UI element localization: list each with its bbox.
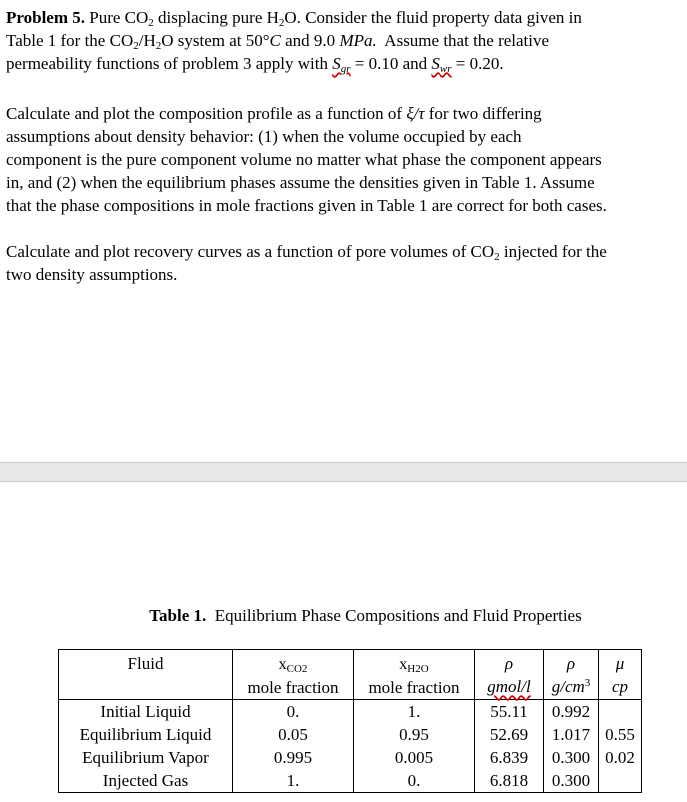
table-row: Equilibrium Liquid 0.05 0.95 52.69 1.017 0.55	[59, 723, 642, 746]
swr-symbol: $S_{wr}$	[431, 54, 452, 75]
header-xco2: $x_{CO2}$ mole fraction	[233, 650, 354, 700]
table-header-row	[59, 650, 642, 700]
table-row: Initial Liquid 0. 1. 55.11 0.992	[59, 700, 642, 724]
xi-tau-symbol: ξ/τ	[406, 104, 425, 123]
header-xh2o: $x_{H2O}$ mole fraction	[354, 650, 475, 700]
problem-heading: Problem 5.	[6, 8, 86, 27]
table-row: Injected Gas 1. 0. 6.818 0.300	[59, 769, 642, 793]
table-caption: Table 1. Equilibrium Phase Compositions and Fluid Properties	[149, 606, 582, 625]
document-page-2	[0, 482, 687, 802]
sgr-symbol: $S_{gr}$	[332, 54, 351, 75]
table-row: Equilibrium Vapor 0.995 0.005 6.839 0.300 0.02	[59, 746, 642, 769]
header-molar-density: ρ gmol/l	[475, 650, 544, 700]
paragraph-composition-profile: Calculate and plot the composition profile as a function of ξ/τ for two differing assumptions about density behavior: (1) when the volume occupied by each component is the pure component volume no matter what phase the component appears in, and (2) when the equilibrium phases assume the densities given in Table 1. Assume that the phase compositions in mole fractions given in Table 1 are correct for both cases.	[6, 104, 607, 215]
header-viscosity: μ cp	[599, 650, 642, 700]
problem-statement: Problem 5. Pure $CO_2$ displacing pure $H_2O$. Consider the fluid property data given in Table 1 for the $CO_2/H_2O$ system at 50°C and 9.0 MPa. Assume that the relative permeability functions of problem 3 apply with $S_{gr} = 0.10$ and $S_{wr} = 0.20$.	[6, 8, 582, 75]
header-fluid: Fluid	[59, 650, 233, 700]
page-break	[0, 462, 687, 482]
paragraph-recovery-curves: Calculate and plot recovery curves as a function of pore volumes of $CO_2$ injected for the two density assumptions.	[6, 242, 607, 284]
fluid-properties-table	[58, 649, 642, 793]
header-mass-density: ρ $g/cm^3$	[544, 650, 599, 700]
